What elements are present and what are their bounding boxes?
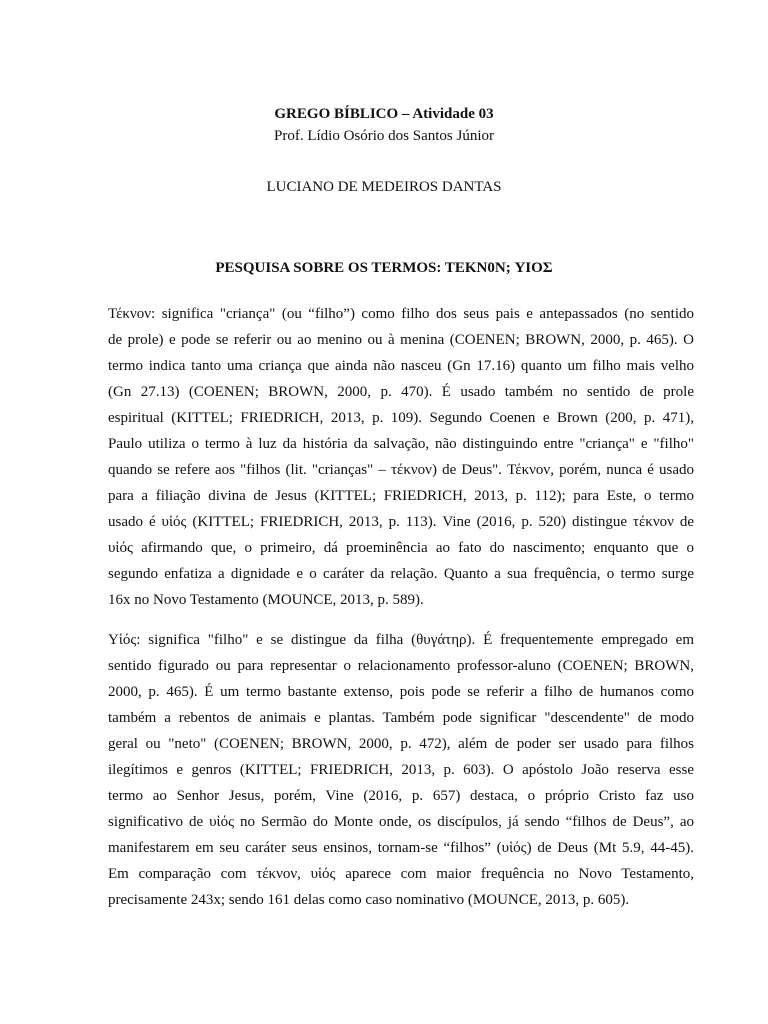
paragraph-line: (Gn 27.13) (COENEN; BROWN, 2000, p. 470). É usado também no sentido de prole [108, 384, 694, 400]
paragraph-line: υἱός afirmando que, o primeiro, dá proeminência ao fato do nascimento; enquanto que o [108, 540, 694, 556]
paragraph-line: segundo enfatiza a dignidade e o caráter da relação. Quanto a sua frequência, o termo surge [108, 566, 694, 582]
paragraph-line: Τέκνον: significa "criança" (ou “filho”) como filho dos seus pais e antepassados (no sentido [108, 306, 694, 322]
paragraph-line: termo indica tanto uma criança que ainda não nasceu (Gn 17.16) quanto um filho mais velho [108, 358, 694, 374]
paragraph-line: termo ao Senhor Jesus, porém, Vine (2016, p. 657) destaca, o próprio Cristo faz uso [108, 788, 694, 804]
paragraph-line: para a filiação divina de Jesus (KITTEL; FRIEDRICH, 2013, p. 112); para Este, o termo [108, 488, 694, 504]
paragraph-teknon [108, 301, 694, 613]
paragraph-line: precisamente 243x; sendo 161 delas como caso nominativo (MOUNCE, 2013, p. 605). [108, 892, 630, 908]
paragraph-line: espiritual (KITTEL; FRIEDRICH, 2013, p. 109). Segundo Coenen e Brown (200, p. 471), [108, 410, 694, 426]
paragraph-line: 2000, p. 465). É um termo bastante extenso, pois pode se referir a filho de humanos como [108, 684, 694, 700]
paragraph-line: manifestarem em seu caráter seus ensinos, tornam-se “filhos” (υἱός) de Deus (Mt 5.9, 44-45). [108, 840, 694, 856]
paragraph-line: 16x no Novo Testamento (MOUNCE, 2013, p. 589). [108, 592, 424, 608]
paragraph-line: Υἱός: significa "filho" e se distingue da filha (θυγάτηρ). É frequentemente empregado em [108, 632, 694, 648]
paragraph-line: Em comparação com τέκνον, υἱός aparece com maior frequência no Novo Testamento, [108, 866, 694, 882]
paragraph-line: sentido figurado ou para representar o relacionamento professor-aluno (COENEN; BROWN, [108, 658, 694, 674]
paragraph-line: de prole) e pode se referir ou ao menino ou à menina (COENEN; BROWN, 2000, p. 465). O [108, 332, 694, 348]
paragraph-line: significativo de υἱός no Sermão do Monte onde, os discípulos, já sendo “filhos de Deus”, ao [108, 814, 694, 830]
paragraph-line: usado é υἱός (KITTEL; FRIEDRICH, 2013, p. 113). Vine (2016, p. 520) distingue τέκνον de [108, 514, 694, 530]
section-title: PESQUISA SOBRE OS TERMOS: TEKN0N; ΥΙΟΣ [215, 260, 553, 276]
paragraph-line: Paulo utiliza o termo à luz da história da salvação, não distinguindo entre "criança" e "filho" [108, 436, 694, 452]
paragraph-line: quando se refere aos "filhos (lit. "crianças" – τέκνον) de Deus". Τέκνον, porém, nunca é usado [108, 462, 694, 478]
document-title: GREGO BÍBLICO – Atividade 03 [274, 106, 494, 122]
paragraph-huios [108, 627, 694, 913]
paragraph-line: ilegítimos e genros (KITTEL; FRIEDRICH, 2013, p. 603). O apóstolo João reserva esse [108, 762, 694, 778]
author-name: LUCIANO DE MEDEIROS DANTAS [266, 179, 502, 195]
professor-name: Prof. Lídio Osório dos Santos Júnior [273, 128, 494, 144]
paragraph-line: também a rebentos de animais e plantas. Também pode significar "descendente" de modo [108, 710, 694, 726]
paragraph-line: geral ou "neto" (COENEN; BROWN, 2000, p. 472), além de poder ser usado para filhos [108, 736, 694, 752]
